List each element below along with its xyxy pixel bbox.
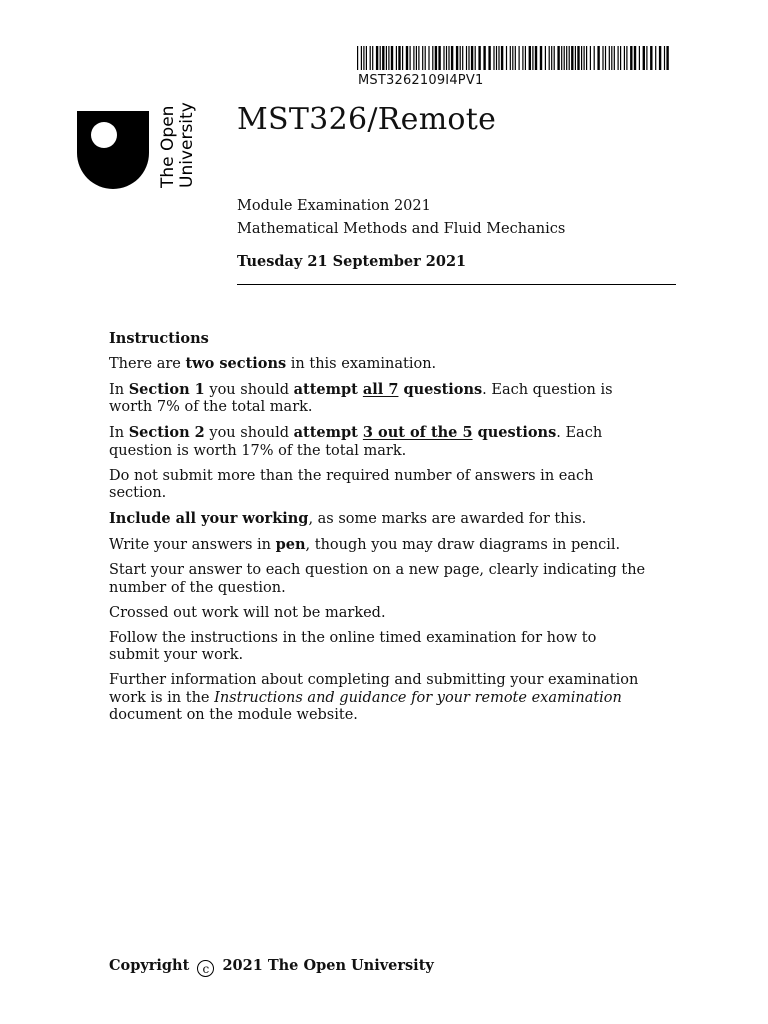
- barcode-bar: [532, 46, 533, 70]
- barcode-text: MST3262109I4PV1: [358, 73, 484, 88]
- barcode-bar: [446, 46, 447, 70]
- barcode-bar: [590, 46, 591, 70]
- barcode-bar: [398, 46, 400, 70]
- barcode-bar: [597, 46, 599, 70]
- instructions-heading: Instructions: [109, 330, 209, 347]
- barcode-bar: [571, 46, 573, 70]
- barcode-bar: [535, 46, 537, 70]
- barcode-bar: [462, 46, 463, 70]
- barcode-bar: [664, 46, 665, 70]
- copyright-icon: c: [197, 960, 214, 977]
- barcode-bar: [522, 46, 523, 70]
- barcode-bar: [475, 46, 476, 70]
- barcode-bar: [376, 46, 378, 70]
- barcode-bar: [551, 46, 552, 70]
- barcode-bar: [422, 46, 423, 70]
- instruction-section-2: In Section 2 you should attempt 3 out of the 5 questions. Each question is worth 17% of the total mark.: [109, 424, 603, 459]
- barcode-bar: [643, 46, 645, 70]
- exam-name: Module Examination 2021: [237, 198, 431, 214]
- barcode-bar: [609, 46, 610, 70]
- barcode-bar: [620, 46, 621, 70]
- barcode-bar: [413, 46, 414, 70]
- barcode-bar: [448, 46, 449, 70]
- barcode-bar: [584, 46, 585, 70]
- barcode-bar: [650, 46, 652, 70]
- barcode-bar: [402, 46, 403, 70]
- module-name: Mathematical Methods and Fluid Mechanics: [237, 221, 566, 237]
- barcode-bar: [557, 46, 559, 70]
- barcode-bar: [361, 46, 362, 70]
- barcode-bar: [501, 46, 503, 70]
- barcode-bar: [498, 46, 499, 70]
- barcode-bar: [406, 46, 408, 70]
- barcode-bar: [380, 46, 381, 70]
- barcode-bar: [655, 46, 656, 70]
- barcode-bar: [630, 46, 632, 70]
- barcode-bar: [634, 46, 636, 70]
- barcode-bar: [357, 46, 358, 70]
- barcode-bar: [506, 46, 507, 70]
- university-name: The Open University: [158, 102, 197, 188]
- header-rule: [237, 284, 676, 285]
- barcode-bar: [418, 46, 419, 70]
- barcode-bar: [666, 46, 668, 70]
- barcode-bar: [569, 46, 570, 70]
- barcode-bar: [646, 46, 647, 70]
- barcode-bar: [594, 46, 595, 70]
- barcode-bar: [614, 46, 615, 70]
- barcode-bar: [382, 46, 384, 70]
- barcode-bar: [416, 46, 417, 70]
- barcode-bar: [425, 46, 426, 70]
- copyright: Copyright c 2021 The Open University: [109, 957, 434, 976]
- barcode-bar: [396, 46, 397, 70]
- barcode-bar: [428, 46, 429, 70]
- barcode-bar: [519, 46, 520, 70]
- barcode-bar: [366, 46, 367, 70]
- barcode-bar: [566, 46, 567, 70]
- barcode-bar: [460, 46, 461, 70]
- instruction-crossed-out: Crossed out work will not be marked.: [109, 604, 386, 621]
- barcode-bar: [515, 46, 516, 70]
- barcode-bar: [512, 46, 513, 70]
- instruction-sections: There are two sections in this examination.: [109, 354, 437, 372]
- instruction-pen: Write your answers in pen, though you may draw diagrams in pencil.: [109, 536, 621, 553]
- barcode-bar: [386, 46, 387, 70]
- barcode-bar: [540, 46, 542, 70]
- barcode-bar: [618, 46, 619, 70]
- barcode-bar: [478, 46, 480, 70]
- barcode-bar: [451, 46, 453, 70]
- barcode-bar: [456, 46, 458, 70]
- barcode-bar: [496, 46, 497, 70]
- barcode-bar: [659, 46, 661, 70]
- barcode-bar: [483, 46, 485, 70]
- barcode-bar: [564, 46, 565, 70]
- barcode-bar: [525, 46, 526, 70]
- barcode-bar: [363, 46, 364, 70]
- exam-date: Tuesday 21 September 2021: [237, 253, 467, 270]
- barcode-bar: [626, 46, 627, 70]
- instruction-section-1: In Section 1 you should attempt all 7 questions. Each question is worth 7% of the total mark.: [109, 380, 613, 415]
- barcode-bar: [443, 46, 444, 70]
- barcode-bar: [554, 46, 555, 70]
- barcode-bar: [586, 46, 587, 70]
- instruction-new-page: Start your answer to each question on a new page, clearly indicating the number of the question.: [109, 562, 646, 596]
- instruction-working: Include all your working, as some marks are awarded for this.: [109, 510, 587, 527]
- barcode-bar: [410, 46, 411, 70]
- barcode-bar: [561, 46, 562, 70]
- barcode-bar: [466, 46, 467, 70]
- document-title: MST326/Remote: [237, 102, 497, 137]
- barcode-bar: [545, 46, 546, 70]
- logo-shape-icon: [77, 111, 149, 189]
- barcode-bar: [639, 46, 640, 70]
- barcode-bar: [581, 46, 582, 70]
- instruction-further-info: Further information about completing and submitting your examination work is in the Instructions and guidance for your remote examination document on the module website.: [109, 672, 639, 723]
- open-university-logo: [77, 102, 202, 192]
- barcode-bar: [471, 46, 473, 70]
- barcode-bar: [624, 46, 625, 70]
- barcode-bar: [435, 46, 437, 70]
- barcode-bar: [372, 46, 373, 70]
- barcode-bar: [391, 46, 393, 70]
- instruction-answer-limit: Do not submit more than the required number of answers in each section.: [109, 467, 594, 501]
- barcode-bar: [510, 46, 511, 70]
- barcode-bar: [488, 46, 490, 70]
- barcode-bar: [602, 46, 603, 70]
- barcode-bar: [605, 46, 606, 70]
- barcode-bar: [611, 46, 612, 70]
- barcode-bar: [432, 46, 433, 70]
- barcode-bar: [438, 46, 440, 70]
- barcode-bar: [529, 46, 531, 70]
- barcode: [357, 46, 672, 70]
- barcode-bar: [577, 46, 579, 70]
- barcode-bar: [493, 46, 494, 70]
- exam-info: [237, 195, 565, 241]
- barcode-bar: [388, 46, 389, 70]
- instructions: [109, 330, 649, 732]
- barcode-bar: [549, 46, 550, 70]
- barcode-bar: [370, 46, 371, 70]
- instruction-submit: Follow the instructions in the online timed examination for how to submit your work.: [109, 629, 597, 663]
- barcode-bar: [575, 46, 576, 70]
- barcode-bar: [468, 46, 469, 70]
